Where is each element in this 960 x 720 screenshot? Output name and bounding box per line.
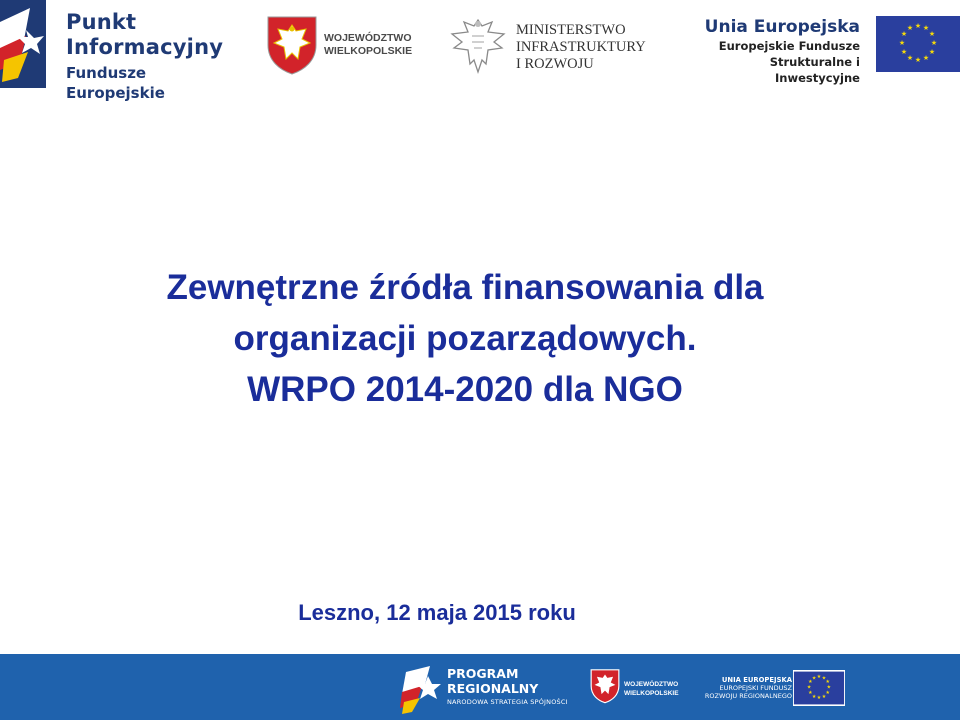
eu-flag-icon bbox=[876, 16, 960, 72]
punkt-informacyjny-text bbox=[66, 10, 240, 103]
wielkopolska-crest-icon bbox=[590, 668, 620, 704]
wielkopolska-crest-icon bbox=[266, 15, 318, 75]
footer-wojewodztwo-line1: WOJEWÓDZTWO bbox=[624, 681, 679, 688]
page-title bbox=[0, 262, 930, 415]
program-line3: NARODOWA STRATEGIA SPÓJNOŚCI bbox=[447, 698, 568, 706]
footer-eu-line1: UNIA EUROPEJSKA bbox=[721, 676, 792, 684]
svg-text:★: ★ bbox=[816, 674, 822, 681]
unia-europejska-logo bbox=[690, 12, 960, 85]
svg-text:★: ★ bbox=[898, 39, 906, 47]
wojewodztwo-line2: WIELKOPOLSKIE bbox=[324, 45, 413, 57]
wojewodztwo-line1: WOJEWÓDZTWO bbox=[324, 32, 412, 44]
footer-wojewodztwo-logo bbox=[590, 668, 685, 708]
title-line3: WRPO 2014-2020 dla NGO bbox=[247, 370, 683, 409]
polish-eagle-icon bbox=[448, 14, 508, 76]
footer-logo-bar bbox=[0, 654, 960, 720]
svg-text:★: ★ bbox=[914, 22, 922, 30]
wojewodztwo-text bbox=[324, 32, 412, 58]
eu-title: Unia Europejska bbox=[704, 17, 860, 37]
svg-text:★: ★ bbox=[811, 693, 817, 700]
svg-text:★: ★ bbox=[906, 54, 914, 62]
title-line1: Zewnętrzne źródła finansowania dla bbox=[166, 268, 764, 307]
program-regionalny-text bbox=[447, 666, 568, 708]
program-line2: REGIONALNY bbox=[447, 681, 539, 696]
svg-text:★: ★ bbox=[900, 48, 908, 56]
ministerstwo-line3: I ROZWOJU bbox=[516, 56, 594, 72]
svg-text:★: ★ bbox=[816, 695, 822, 702]
svg-text:★: ★ bbox=[821, 693, 827, 700]
svg-text:★: ★ bbox=[928, 30, 936, 38]
svg-text:★: ★ bbox=[922, 24, 930, 32]
punkt-informacyjny-logo-icon bbox=[0, 0, 50, 92]
svg-text:★: ★ bbox=[928, 48, 936, 56]
svg-text:★: ★ bbox=[900, 30, 908, 38]
svg-text:★: ★ bbox=[811, 675, 817, 682]
punkt-informacyjny-logo bbox=[0, 0, 240, 102]
footer-eu-logo bbox=[700, 666, 850, 710]
svg-text:★: ★ bbox=[825, 690, 830, 697]
svg-text:★: ★ bbox=[906, 24, 914, 32]
eu-line2: Europejskie Fundusze bbox=[718, 39, 860, 53]
ministerstwo-line2: INFRASTRUKTURY bbox=[516, 39, 646, 55]
punkt-line2: Informacyjny bbox=[66, 35, 224, 59]
ministerstwo-text bbox=[516, 22, 646, 73]
footer-eu-text bbox=[700, 676, 792, 700]
ministerstwo-line1: MINISTERSTWO bbox=[516, 22, 626, 38]
punkt-line3: Fundusze Europejskie bbox=[66, 64, 165, 102]
footer-wojewodztwo-line2: WIELKOPOLSKIE bbox=[624, 690, 679, 697]
ministerstwo-logo bbox=[448, 14, 663, 76]
svg-text:★: ★ bbox=[825, 679, 830, 686]
eu-line3: Strukturalne i Inwestycyjne bbox=[769, 55, 860, 85]
footer-eu-line2: EUROPEJSKI FUNDUSZ bbox=[719, 684, 792, 692]
svg-text:★: ★ bbox=[826, 684, 832, 691]
program-line1: PROGRAM bbox=[447, 666, 519, 681]
date-place-subtitle: Leszno, 12 maja 2015 roku bbox=[298, 600, 576, 625]
program-regionalny-logo-icon bbox=[400, 662, 444, 714]
title-line2: organizacji pozarządowych. bbox=[233, 319, 697, 358]
eu-text bbox=[690, 16, 860, 86]
svg-text:★: ★ bbox=[914, 56, 922, 64]
svg-text:★: ★ bbox=[808, 679, 813, 686]
svg-text:★: ★ bbox=[808, 690, 813, 697]
header-logo-strip bbox=[0, 0, 960, 102]
wojewodztwo-wielkopolskie-logo bbox=[266, 15, 426, 75]
svg-text:★: ★ bbox=[821, 675, 827, 682]
svg-text:★: ★ bbox=[806, 684, 812, 691]
footer-eu-line3: ROZWOJU REGIONALNEGO bbox=[704, 692, 792, 700]
eu-flag-icon bbox=[793, 670, 845, 706]
svg-text:★: ★ bbox=[922, 54, 930, 62]
footer-wojewodztwo-text bbox=[624, 680, 679, 698]
program-regionalny-logo bbox=[400, 662, 570, 714]
svg-text:★: ★ bbox=[930, 39, 938, 47]
punkt-line1: Punkt bbox=[66, 10, 137, 34]
